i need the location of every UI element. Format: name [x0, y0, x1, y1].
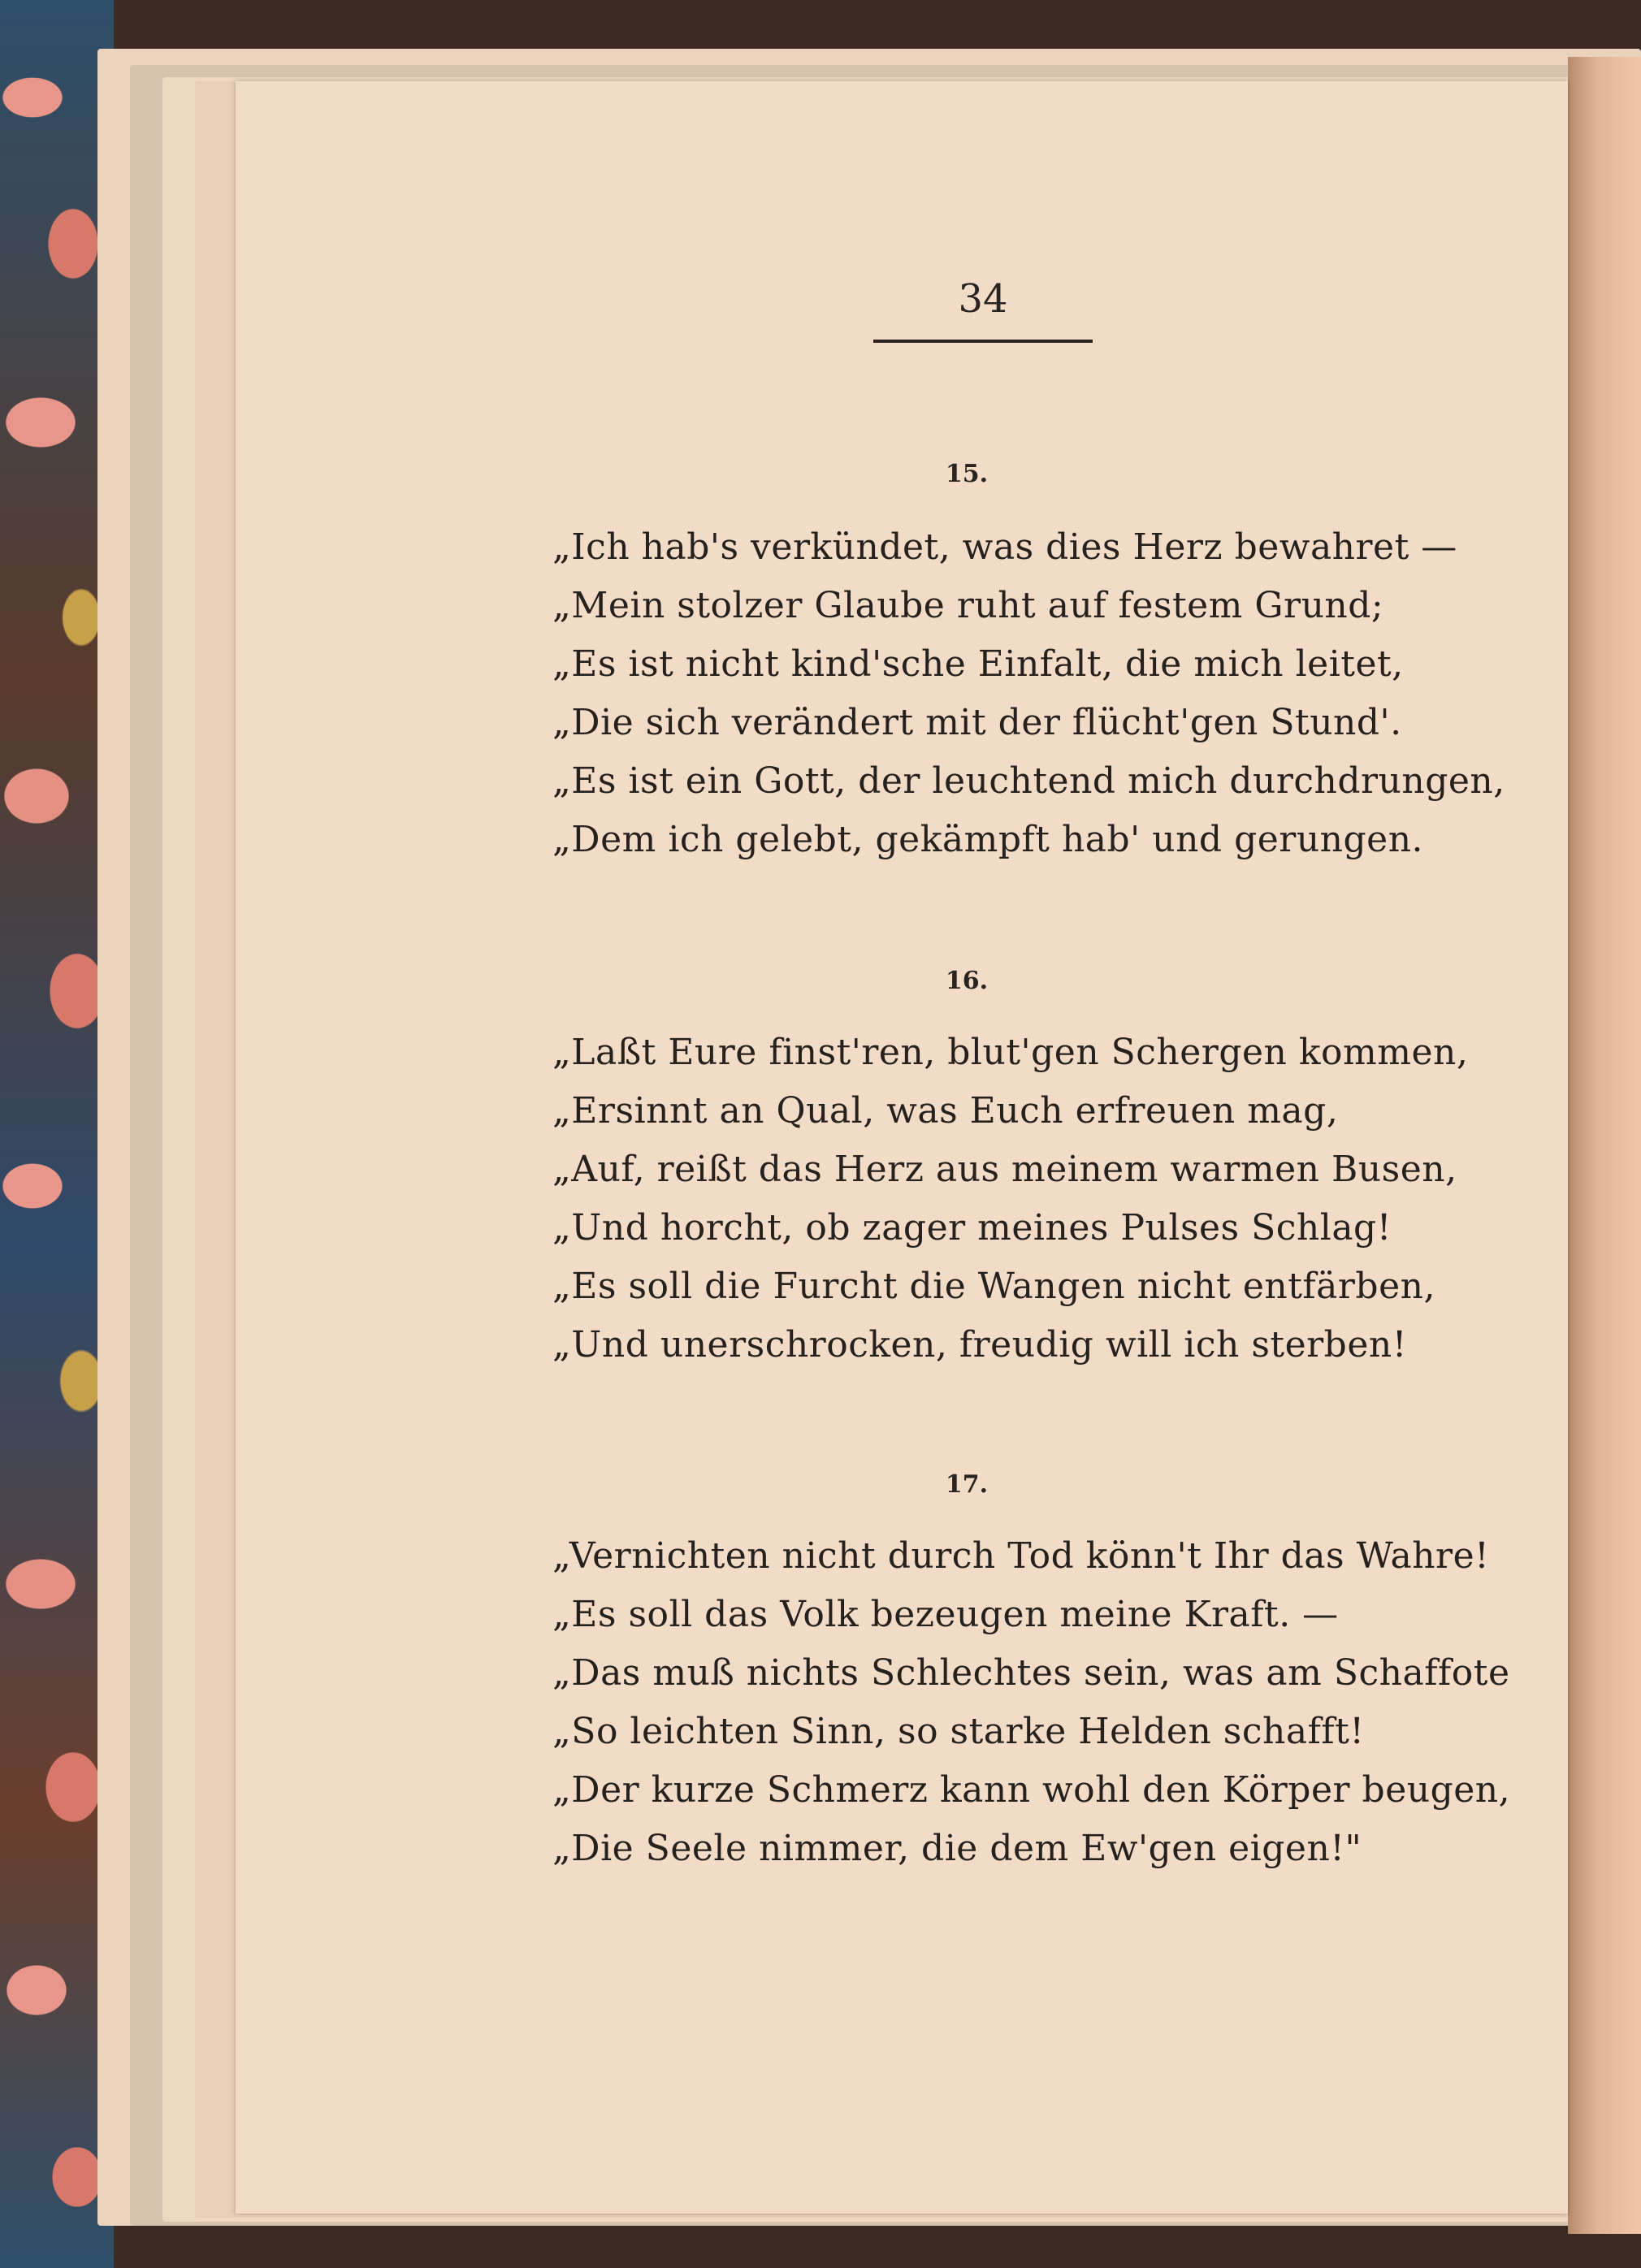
- verse-line: „Auf, reißt das Herz aus meinem warmen Busen,: [552, 1149, 1457, 1190]
- verse-line: „Die Seele nimmer, die dem Ew'gen eigen!": [552, 1828, 1362, 1869]
- verse-line: „Und horcht, ob zager meines Pulses Schlag!: [552, 1207, 1392, 1249]
- verse-line: „Und unerschrocken, freudig will ich sterben!: [552, 1324, 1407, 1366]
- verse-line: „Vernichten nicht durch Tod könn't Ihr das Wahre!: [552, 1535, 1490, 1577]
- verse-line: „Die sich verändert mit der flücht'gen Stund'.: [552, 702, 1402, 743]
- verse-line: „Der kurze Schmerz kann wohl den Körper beugen,: [552, 1769, 1511, 1811]
- verse-line: „So leichten Sinn, so starke Helden schafft!: [552, 1711, 1365, 1752]
- book-page: [236, 81, 1568, 2214]
- verse-line: „Mein stolzer Glaube ruht auf festem Grund;: [552, 585, 1384, 626]
- marbled-cover: [0, 0, 114, 2268]
- page-number: 34: [958, 276, 1008, 322]
- verse-line: „Es ist nicht kind'sche Einfalt, die mich leitet,: [552, 643, 1404, 685]
- header-rule: [873, 340, 1093, 343]
- verse-line: „Dem ich gelebt, gekämpft hab' und gerungen.: [552, 819, 1424, 860]
- verse-line: „Laßt Eure finst'ren, blut'gen Schergen kommen,: [552, 1032, 1469, 1073]
- book-gutter: [1568, 57, 1641, 2234]
- stanza-number: 15.: [945, 460, 989, 488]
- verse-line: „Es soll das Volk bezeugen meine Kraft. —: [552, 1594, 1339, 1635]
- stanza-number: 17.: [945, 1470, 989, 1499]
- verse-line: „Es ist ein Gott, der leuchtend mich durchdrungen,: [552, 760, 1505, 802]
- verse-line: „Das muß nichts Schlechtes sein, was am Schaffote: [552, 1652, 1510, 1694]
- verse-line: „Es soll die Furcht die Wangen nicht entfärben,: [552, 1266, 1435, 1307]
- verse-line: „Ersinnt an Qual, was Euch erfreuen mag,: [552, 1090, 1339, 1132]
- verse-line: „Ich hab's verkündet, was dies Herz bewahret —: [552, 526, 1457, 568]
- stanza-number: 16.: [945, 967, 989, 995]
